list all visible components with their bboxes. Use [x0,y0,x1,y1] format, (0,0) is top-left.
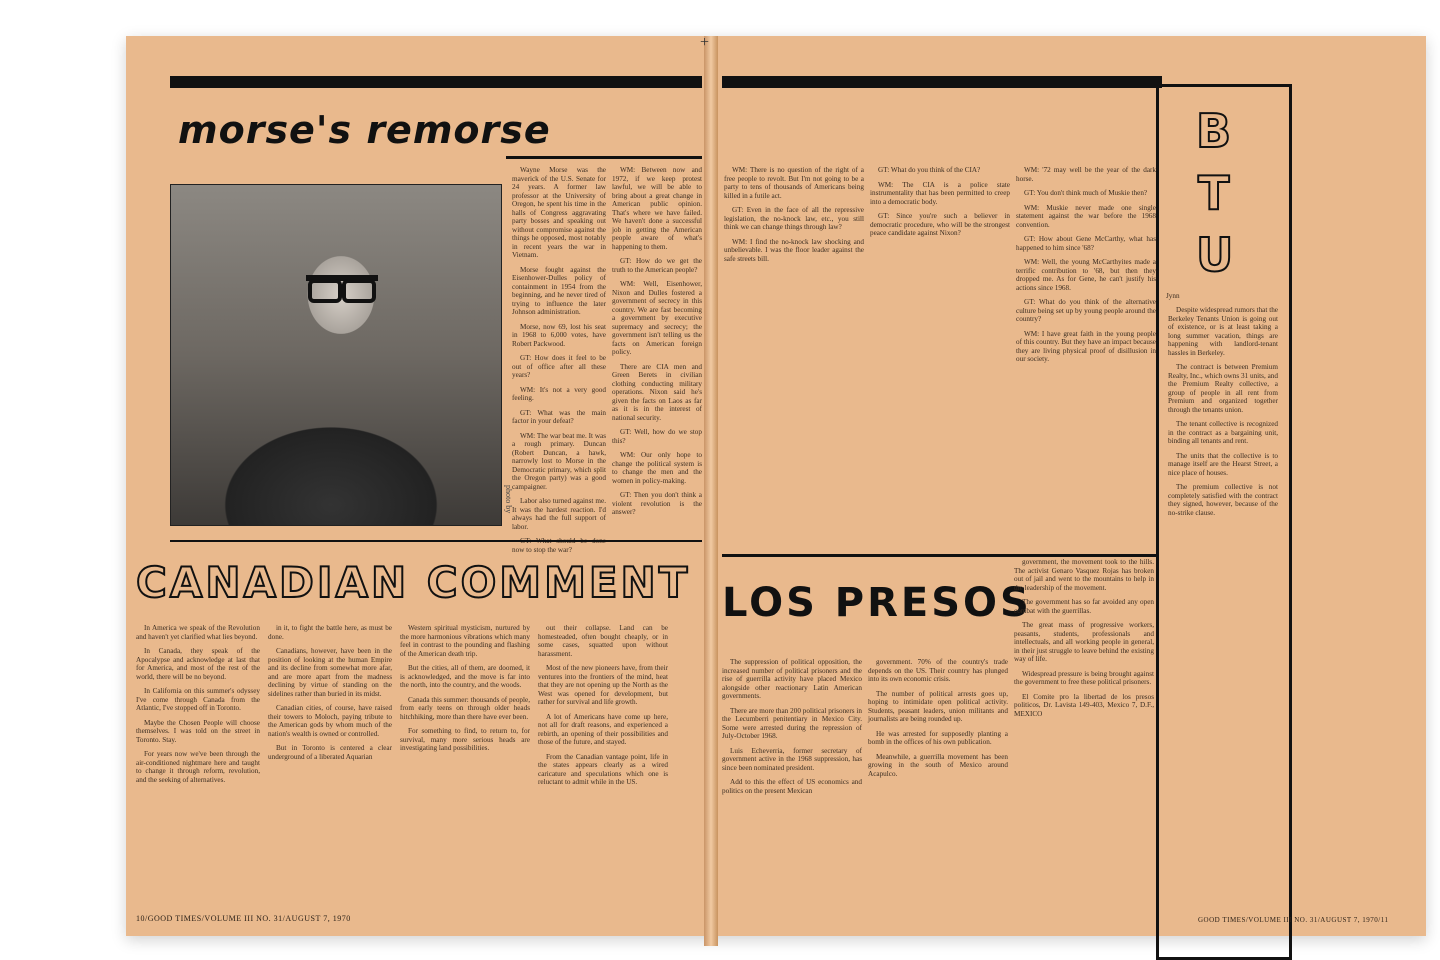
canadian-col1-paragraph: In California on this summer's odyssey I've come through Canada from the Atlantic, I've stopped off in Toronto. [136,687,260,712]
canadian-col3-paragraph: Canada this summer: thousands of people, from early teens on through older heads hitchhiking, more than there have ever been. [400,695,530,721]
interview-column-1 [724,166,864,546]
interview-col1-paragraph: GT: Even in the face of all the repressive legislation, the no-knock law, etc., you still think we can change things through law? [724,206,864,231]
btu-column [1168,306,1278,946]
interview-col3-paragraph: WM: Well, the young McCarthyites made a terrific contribution to '68, but then they dropped me. As for Gene, he can't justify his actions since 1968. [1016,258,1156,292]
left-footer: 10/GOOD TIMES/VOLUME III NO. 31/AUGUST 7, 1970 [136,914,351,923]
morse-col1-paragraph: WM: The war beat me. It was a rough primary. Duncan (Robert Duncan, a hawk, narrowly lost to Morse in the Democratic primary, which split the Oregon party) was a good campaigner. [512,431,606,491]
presos-column-3 [1014,558,1154,928]
morse-col1-paragraph: Labor also turned against me. It was the hardest reaction. I'd always had the full support of labor. [512,497,606,531]
morse-col2-paragraph: GT: Well, how do we stop this? [612,428,702,445]
canadian-col3-paragraph: For something to find, to return to, for survival, many more serious heads are investigating land possibilities. [400,727,530,752]
canadian-column-1 [136,624,260,904]
canadian-col2-paragraph: Canadians, however, have been in the position of looking at the human Empire and its decline from somewhat more afar, and are more apart from the madness declining by virtue of standing on the sidelines rather than buried in its midst. [268,647,392,698]
morse-col1-text [512,166,606,554]
interview-col3-paragraph: GT: How about Gene McCarthy, what has happened to him since '68? [1016,235,1156,252]
canadian-col4-paragraph: out their collapse. Land can be homesteaded, often bought cheaply, or in some cases, squatted upon without harassment. [538,624,668,658]
canadian-col2-paragraph: in it, to fight the battle here, as must be done. [268,624,392,641]
interview-col3-paragraph: GT: You don't think much of Muskie then? [1024,189,1148,197]
btu-col-paragraph: The units that the collective is to manage itself are the Hearst Street, a nice place of houses. [1168,451,1278,477]
canadian-column-4 [538,624,668,904]
registration-mark: + [700,34,710,51]
morse-col2-paragraph: There are CIA men and Green Berets in civilian clothing conducting military operations. Nixon said he's given the facts on Laos as far as it is in the interest of national security. [612,362,702,422]
headline-rule [506,156,702,159]
morse-col1-paragraph: Wayne Morse was the maverick of the U.S. Senate for 24 years. A former law professor at the University of Oregon, he spent his time in the halls of Congress aggravating party bosses and speaking out without compromise against the things he opposed, most notably in recent years the war in Vietnam. [512,166,606,259]
btu-byline: Jynn [1166,292,1180,300]
interview-col3-paragraph: WM: I have great faith in the young people of this country. But they have an impact because they are living physical proof of disillusion in our society. [1016,329,1156,363]
canadian-col4-paragraph: A lot of Americans have come up here, not all for draft reasons, and experienced a rebirth, an opening of their possibilities and those of the future, and stayed. [538,712,668,746]
glasses-shape [306,275,378,299]
presos-col2-paragraph: He was arrested for supposedly planting a bomb in the offices of his own publication. [868,729,1008,746]
morse-col1-paragraph: Morse, now 69, lost his seat in 1968 to 6,000 votes, have Robert Packwood. [512,322,606,348]
top-rule [170,76,702,88]
btu-letter-u: U [1196,228,1234,282]
btu-col-paragraph: The contract is between Premium Realty, Inc., which owns 31 units, and the Premium Realty collective, a group of people in all rent from Premium and organized together through the tenants union. [1168,363,1278,414]
btu-col-paragraph: The premium collective is not completely satisfied with the contract they signed, however, because of the no-strike clause. [1168,483,1278,517]
interview-column-3 [1016,166,1156,546]
right-page [718,36,1426,936]
interview-col1-paragraph: WM: There is no question of the right of a free people to revolt. But I'm not going to be a party to tens of thousands of Americans being killed in a futile act. [724,166,864,200]
canadian-col1-paragraph: In Canada, they speak of the Apocalypse and acknowledge at last that for America, and most of the rest of the world, there will be no beyond. [136,647,260,681]
interview-col3-paragraph: WM: Muskie never made one single statement against the war before the 1968 convention. [1016,203,1156,229]
presos-col3-paragraph: government, the movement took to the hills. The activist Genaro Vasquez Rojas has broken out of jail and went to the mountains to help in the leadership of the movement. [1014,558,1154,592]
morse-col1-paragraph: GT: What was the main factor in your defeat? [512,408,606,425]
interview-col3-paragraph: WM: '72 may well be the year of the dark horse. [1016,166,1156,183]
presos-col1-paragraph: There are more than 200 political prisoners in the Lecumberri penitentiary in Mexico City. Some were arrested during the repression of July-October 1968. [722,706,862,740]
btu-col-paragraph: The tenant collective is recognized in the contract as a bargaining unit, binding all tenants and rent. [1168,420,1278,445]
canadian-col4-paragraph: From the Canadian vantage point, life in the states appears clearly as a wired caricature and speculations which one is reluctant to admit while in the US. [538,752,668,786]
canadian-col3-paragraph: Western spiritual mysticism, nurtured by the more harmonious vibrations which many feel in contrast to the pounding and flashing of the American death trip. [400,624,530,658]
canadian-column-3 [400,624,530,904]
left-page [126,36,704,936]
morse-column-2 [612,166,702,536]
morse-col2-paragraph: WM: Between now and 1972, if we keep protest lawful, we will be able to bring about a great change in American public opinion. That's where we have failed. We haven't done a successful job in getting the American people aware of what's happening to them. [612,166,702,251]
morse-col1-paragraph: Morse fought against the Eisenhower-Dulles policy of containment in 1954 from the beginning, and he never tired of trying to influence the later Johnson administration. [512,265,606,316]
canadian-col2-paragraph: Canadian cities, of course, have raised their towers to Moloch, paying tribute to the American gods by whom much of the nation's wealth is owned or controlled. [268,704,392,738]
morse-col1-paragraph: GT: How does it feel to be out of office after all these years? [512,354,606,379]
morse-col2-paragraph: GT: How do we get the truth to the American people? [612,257,702,274]
canadian-col2-paragraph: But in Toronto is centered a clear underground of a liberated Aquarian [268,744,392,761]
right-footer: GOOD TIMES/VOLUME III NO. 31/AUGUST 7, 1970/11 [1198,916,1389,924]
interview-col2-paragraph: GT: Since you're such a believer in democratic procedure, who will be the strongest peace candidate against Nixon? [870,212,1010,237]
interview-col3-paragraph: GT: What do you think of the alternative culture being set up by young people around the country? [1016,298,1156,323]
presos-top-rule [722,554,1156,557]
morse-headline: morse's remorse [178,108,551,152]
morse-col1-paragraph: now to stop the war? [512,545,572,554]
morse-photo [170,184,513,526]
morse-col2-text [612,166,702,517]
interview-col2-paragraph: GT: What do you think of the CIA? [878,166,981,174]
btu-letter-t: T [1198,166,1230,220]
interview-col1-paragraph: WM: I find the no-knock law shocking and unbelievable. I was the floor leader against the safe streets bill. [724,237,864,263]
canadian-col1-paragraph: For years now we've been through the air-conditioned nightmare here and taught to change it through reform, revolution, and the seeking of alternatives. [136,750,260,784]
presos-col2-paragraph: The number of political arrests goes up, hoping to intimidate open political activity. Students, peasant leaders, union militants and journalists are being rounded up. [868,689,1008,723]
morse-column-1 [512,166,606,554]
morse-col2-paragraph: WM: Our only hope to change the political system is to change the men and the women in policy-making. [612,451,702,485]
presos-col1-paragraph: Add to this the effect of US economics and politics on the present Mexican [722,778,862,795]
presos-col1-paragraph: Luis Echeverria, former secretary of government active in the 1968 suppression, has since been nominated president. [722,746,862,772]
presos-col2-paragraph: government. 70% of the country's trade depends on the US. Their country has plunged into its own economic crisis. [868,658,1008,683]
photo-credit: photo by [504,484,513,513]
presos-column-1 [722,658,862,928]
canadian-column-2 [268,624,392,904]
presos-col3-paragraph: The government has so far avoided any open combat with the guerrillas. [1014,598,1154,615]
presos-col3-paragraph: The great mass of progressive workers, peasants, students, professionals and intellectuals, and all working people in general, in their just struggle to leave behind the existing way of life. [1014,621,1154,663]
presos-col3-paragraph: El Comite pro la libertad de los presos politicos, Dr. Lavista 149-403, Mexico 7, D.F., MEXICO [1014,692,1154,718]
right-top-rule [722,76,1162,88]
canadian-col3-paragraph: But the cities, all of them, are doomed, it is acknowledged, and the move is far into the north, into the country, and the woods. [400,664,530,689]
interview-column-2 [870,166,1010,546]
canadian-col1-paragraph: Maybe the Chosen People will choose themselves. I was told on the street in Toronto. Stay. [136,718,260,744]
canadian-col1-paragraph: In America we speak of the Revolution and haven't yet clarified what lies beyond. [136,624,260,641]
btu-col-paragraph: Despite widespread rumors that the Berkeley Tenants Union is going out of existence, or is at least taking a long summer vacation, things are happening with landlord-tenant hassles in Berkeley. [1168,306,1278,357]
center-fold [704,36,718,946]
newspaper-spread [126,36,1426,936]
presos-column-2 [868,658,1008,928]
presos-col3-paragraph: Widespread pressure is being brought against the government to free these political prisoners. [1014,669,1154,686]
presos-headline: LOS PRESOS [722,580,1032,626]
interview-col2-paragraph: WM: The CIA is a police state instrumentality that has been permitted to creep into a democratic body. [870,180,1010,206]
morse-col2-paragraph: GT: Then you don't think a violent revolution is the answer? [612,491,702,516]
btu-letter-b: B [1196,104,1232,158]
mid-rule [170,540,702,542]
canadian-col4-paragraph: Most of the new pioneers have, from their ventures into the frontiers of the mind, heat that they are not opening up the North as the West was opened for development, but rather for survival and life growth. [538,664,668,706]
morse-col1-paragraph: WM: It's not a very good feeling. [512,385,606,402]
presos-col1-paragraph: The suppression of political opposition, the increased number of political prisoners and the rise of guerrilla activity have placed Mexico alongside other reactionary Latin American governments. [722,658,862,700]
canadian-headline: CANADIAN COMMENT [136,558,691,607]
presos-col2-paragraph: Meanwhile, a guerrilla movement has been growing in the south of Mexico around Acapulco. [868,752,1008,778]
morse-col2-paragraph: WM: Well, Eisenhower, Nixon and Dulles fostered a government of secrecy in this country. We are fast becoming a government by executive supremacy and secrecy; the government isn't telling us the facts on American foreign policy. [612,280,702,356]
